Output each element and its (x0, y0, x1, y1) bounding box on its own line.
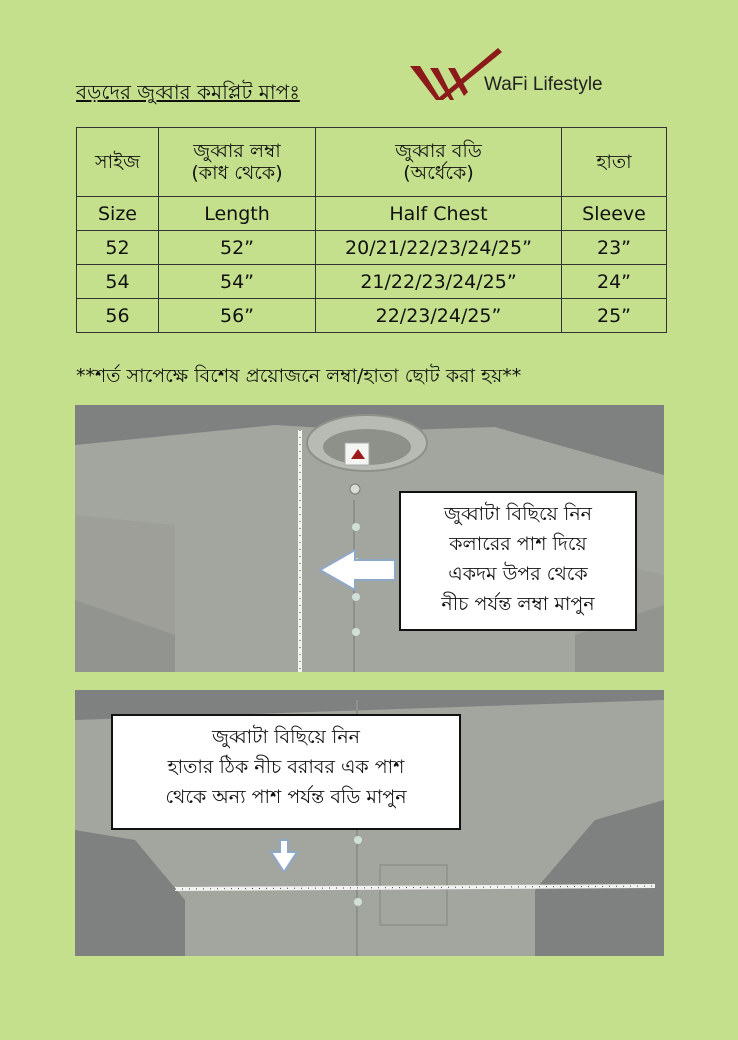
header-sleeve-bn: হাতা (562, 128, 667, 197)
header-length-bn: জুব্বার লম্বা (কাধ থেকে) (159, 128, 316, 197)
cell-chest: 20/21/22/23/24/25” (316, 231, 562, 265)
page-heading: বড়দের জুব্বার কমপ্লিট মাপঃ (76, 80, 300, 104)
table-header-bn (77, 128, 667, 197)
cell-size: 52 (77, 231, 159, 265)
cell-length: 56” (159, 299, 316, 333)
cell-sleeve: 23” (562, 231, 667, 265)
header-chest-en: Half Chest (316, 197, 562, 231)
cell-chest: 21/22/23/24/25” (316, 265, 562, 299)
header-length-en: Length (159, 197, 316, 231)
header-chest-bn: জুব্বার বডি (অর্ধেকে) (316, 128, 562, 197)
alteration-note: **শর্ত সাপেক্ষে বিশেষ প্রয়োজনে লম্বা/হাতা ছোট করা হয়** (76, 365, 522, 387)
table-row (77, 265, 667, 299)
cell-sleeve: 24” (562, 265, 667, 299)
table-row (77, 299, 667, 333)
cell-size: 54 (77, 265, 159, 299)
length-instruction-callout: জুব্বাটা বিছিয়ে নিন কলারের পাশ দিয়ে একদম উপর থেকে নীচ পর্যন্ত লম্বা মাপুন (399, 491, 637, 631)
cell-size: 56 (77, 299, 159, 333)
cell-chest: 22/23/24/25” (316, 299, 562, 333)
brand-name: WaFi Lifestyle (484, 74, 603, 95)
chest-instruction-callout: জুব্বাটা বিছিয়ে নিন হাতার ঠিক নীচ বরাবর এক পাশ থেকে অন্য পাশ পর্যন্ত বডি মাপুন (111, 714, 461, 830)
cell-sleeve: 25” (562, 299, 667, 333)
brand-logo (408, 46, 638, 108)
cell-length: 54” (159, 265, 316, 299)
table-header-en (77, 197, 667, 231)
length-measure-photo (75, 405, 664, 672)
header-size-en: Size (77, 197, 159, 231)
size-table (76, 127, 667, 333)
header-size-bn: সাইজ (77, 128, 159, 197)
chest-measure-photo (75, 690, 664, 956)
table-row (77, 231, 667, 265)
header-sleeve-en: Sleeve (562, 197, 667, 231)
cell-length: 52” (159, 231, 316, 265)
